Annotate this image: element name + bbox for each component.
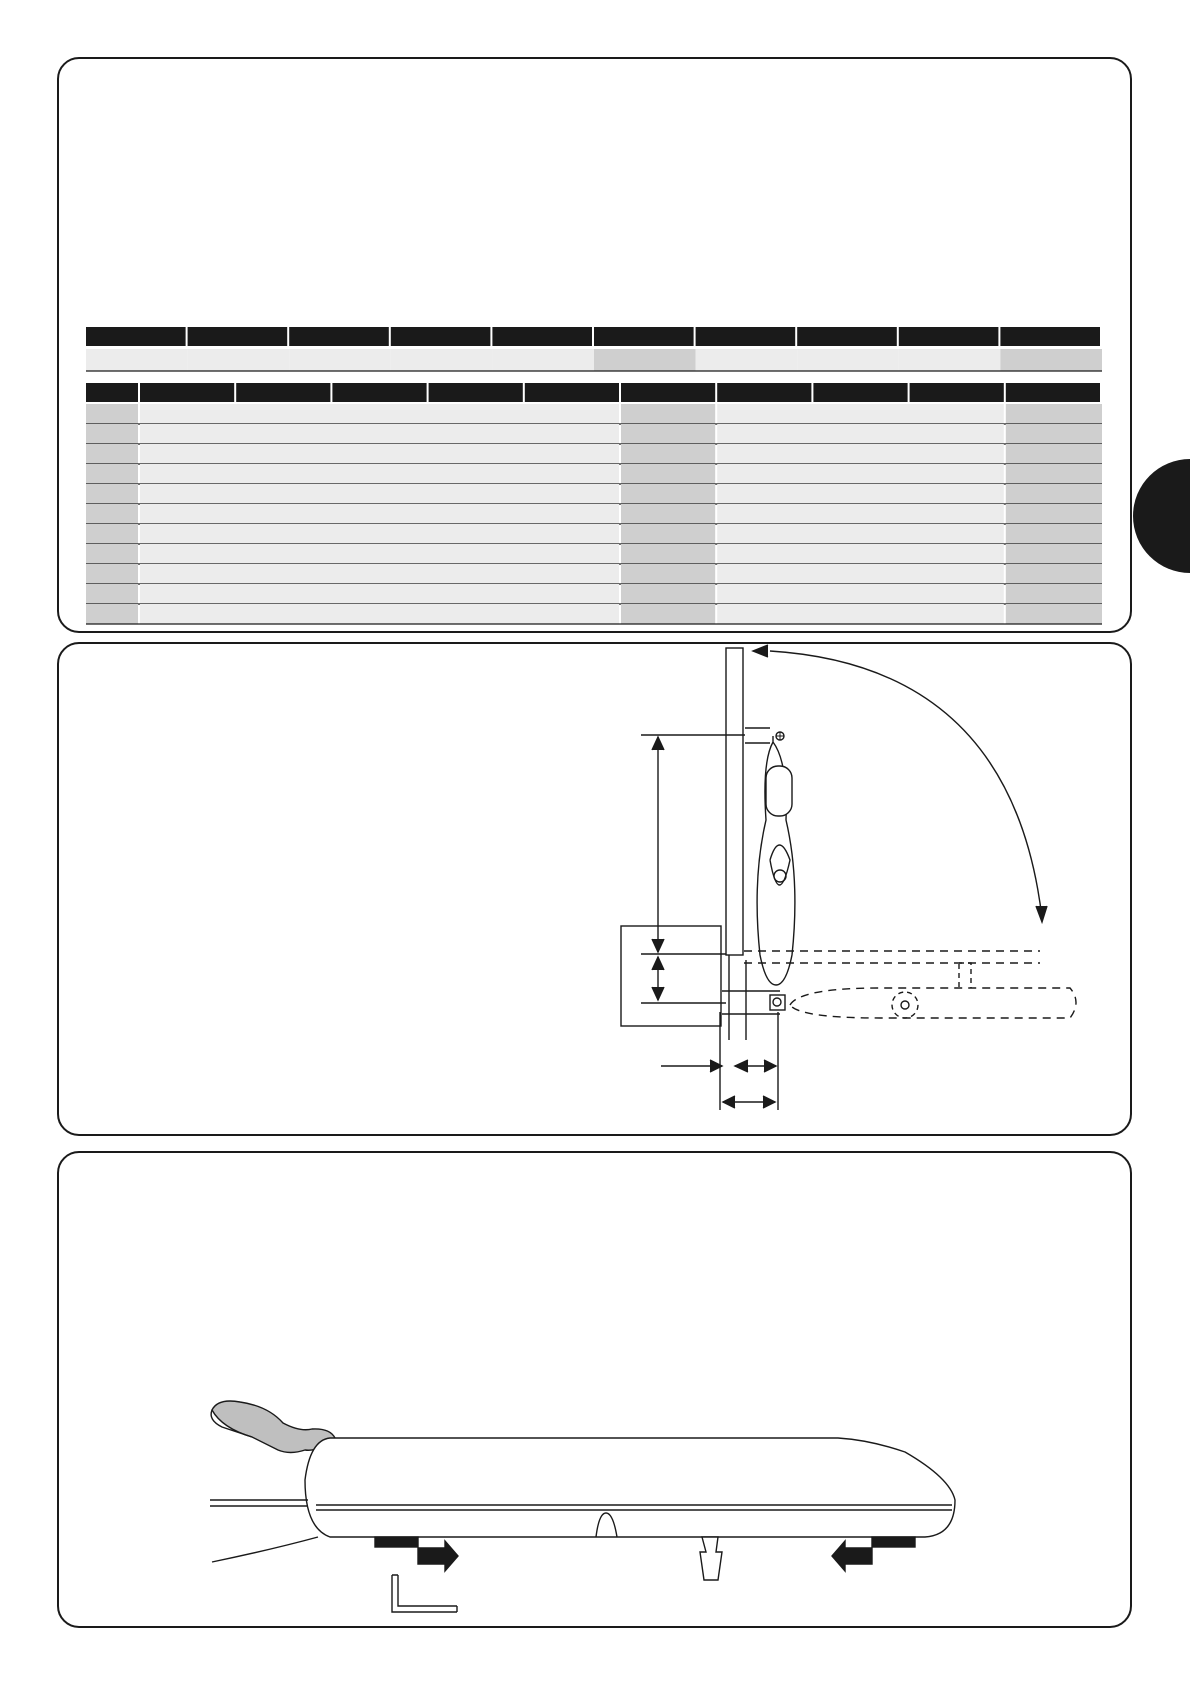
gate-leaf [726,648,743,955]
allen-key [392,1575,457,1612]
push-arrow-right [418,1541,458,1571]
motor-body-drawing [210,1401,955,1612]
opening-arc [770,651,1042,918]
pillar [621,926,721,1026]
motor-body [305,1438,955,1537]
gate-opening-diagram [621,645,1076,1110]
cable-gland [700,1537,722,1580]
right-cap [872,1537,915,1547]
push-arrow-left [832,1541,872,1571]
left-cap [375,1537,418,1547]
